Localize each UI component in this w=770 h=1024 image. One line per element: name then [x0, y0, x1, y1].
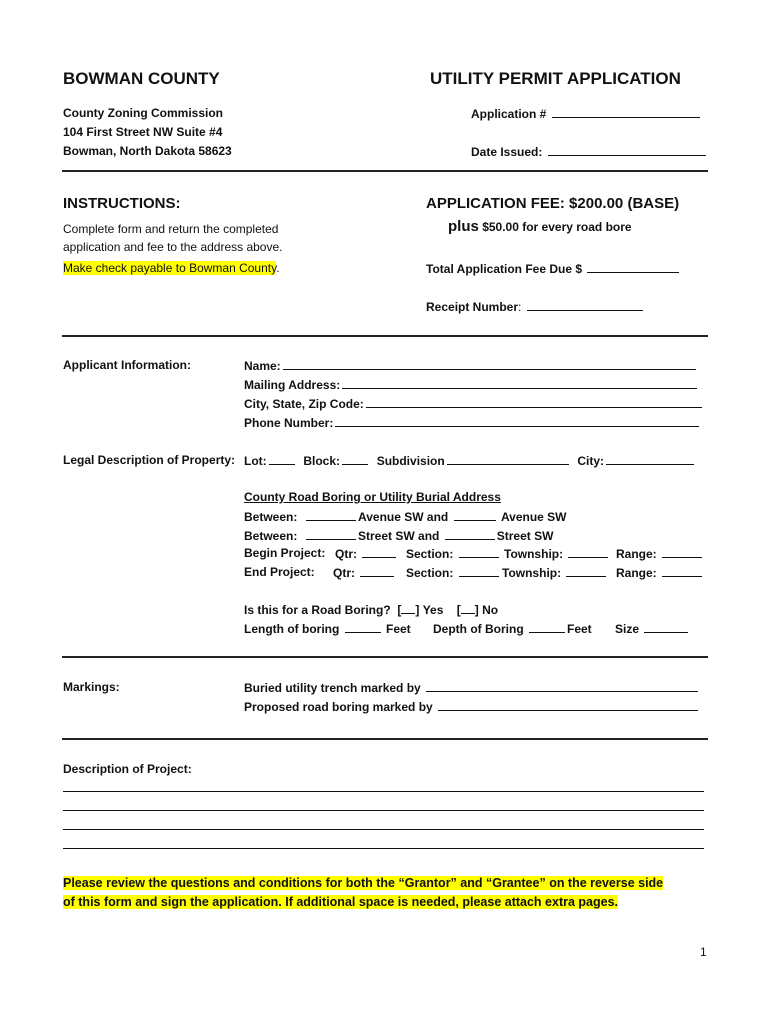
divider: [62, 170, 708, 172]
divider: [62, 656, 708, 658]
legal-city-blank[interactable]: [606, 452, 694, 465]
description-label: Description of Project:: [63, 762, 192, 776]
notice-text-2: of this form and sign the application. If additional space is needed, please attach extra pages.: [63, 895, 618, 909]
end-range-blank[interactable]: [662, 564, 702, 577]
description-line-3[interactable]: [63, 829, 704, 830]
instructions-period: .: [276, 261, 280, 275]
section-label: Section:: [406, 566, 454, 580]
range-label: Range:: [616, 566, 657, 580]
phone-label: Phone Number:: [244, 416, 334, 430]
bore-marked-field[interactable]: [244, 698, 700, 715]
application-number-blank[interactable]: [552, 105, 700, 118]
township-label: Township:: [502, 566, 562, 580]
between-avenue-row: [244, 508, 567, 525]
length-blank[interactable]: [345, 620, 381, 633]
avenue-and-label: Avenue SW and: [358, 510, 449, 524]
range-label: Range:: [616, 547, 657, 561]
legal-city-label: City:: [577, 454, 605, 468]
avenue-to-blank[interactable]: [454, 508, 496, 521]
instructions-line-1: Complete form and return the completed: [63, 222, 279, 236]
phone-field[interactable]: [244, 414, 701, 431]
mailing-address-blank[interactable]: [342, 376, 697, 389]
begin-qtr-blank[interactable]: [362, 545, 396, 558]
notice-line-1: [63, 875, 663, 892]
lot-label: Lot:: [244, 454, 267, 468]
subdivision-label: Subdivision: [376, 454, 445, 468]
feet-label: Feet: [567, 622, 592, 636]
depth-blank[interactable]: [529, 620, 565, 633]
org-name: County Zoning Commission: [63, 106, 223, 120]
length-label: Length of boring: [244, 622, 340, 636]
street-from-blank[interactable]: [306, 527, 356, 540]
between-street-row: [244, 527, 553, 544]
name-blank[interactable]: [283, 357, 696, 370]
street-to-blank[interactable]: [445, 527, 495, 540]
yes-label: Yes: [422, 603, 444, 617]
applicant-info-label: Applicant Information:: [63, 358, 191, 372]
boring-length-field[interactable]: [244, 620, 411, 637]
end-qtr-field[interactable]: [333, 564, 396, 581]
notice-text-1: Please review the questions and conditions for both the “Grantor” and “Grantee” on the reverse side: [63, 876, 664, 890]
no-checkbox[interactable]: [461, 601, 475, 614]
block-label: Block:: [303, 454, 341, 468]
phone-blank[interactable]: [335, 414, 699, 427]
begin-range-field[interactable]: [616, 545, 704, 562]
trench-marked-blank[interactable]: [426, 679, 698, 692]
end-range-field[interactable]: [616, 564, 704, 581]
end-section-blank[interactable]: [459, 564, 499, 577]
begin-section-blank[interactable]: [459, 545, 499, 558]
between-label: Between:: [244, 510, 298, 524]
receipt-colon: :: [518, 300, 522, 314]
date-issued-field[interactable]: [471, 143, 708, 160]
receipt-number-field[interactable]: [426, 298, 645, 315]
depth-label: Depth of Boring: [433, 622, 524, 636]
road-boring-question-label: Is this for a Road Boring?: [244, 603, 391, 617]
city-state-zip-label: City, State, Zip Code:: [244, 397, 364, 411]
township-label: Township:: [504, 547, 564, 561]
notice-line-2: [63, 894, 618, 911]
street-and-label: Street SW and: [358, 529, 440, 543]
description-line-2[interactable]: [63, 810, 704, 811]
avenue-from-blank[interactable]: [306, 508, 356, 521]
date-issued-blank[interactable]: [548, 143, 706, 156]
instructions-line-2: application and fee to the address above.: [63, 240, 283, 254]
trench-marked-field[interactable]: [244, 679, 700, 696]
page-number: 1: [700, 945, 707, 959]
total-fee-field[interactable]: [426, 260, 681, 277]
size-label: Size: [615, 622, 640, 636]
block-blank[interactable]: [342, 452, 368, 465]
begin-section-field[interactable]: [406, 545, 501, 562]
city-state-zip-blank[interactable]: [366, 395, 702, 408]
fee-bore-line: [448, 219, 632, 235]
end-section-field[interactable]: [406, 564, 501, 581]
total-fee-label: Total Application Fee Due $: [426, 262, 583, 276]
markings-label: Markings:: [63, 680, 120, 694]
bore-marked-label: Proposed road boring marked by: [244, 700, 433, 714]
address-line-2: Bowman, North Dakota 58623: [63, 144, 232, 158]
end-township-blank[interactable]: [566, 564, 606, 577]
subdivision-blank[interactable]: [447, 452, 569, 465]
bore-marked-blank[interactable]: [438, 698, 698, 711]
feet-label: Feet: [386, 622, 411, 636]
fee-bore-amount: $50.00 for every road bore: [482, 220, 632, 234]
section-label: Section:: [406, 547, 454, 561]
divider: [62, 335, 708, 337]
boring-depth-field[interactable]: [433, 620, 592, 637]
end-project-label: End Project:: [244, 565, 315, 579]
qtr-label: Qtr:: [333, 566, 355, 580]
city-state-zip-field[interactable]: [244, 395, 704, 412]
lot-blank[interactable]: [269, 452, 295, 465]
form-title: UTILITY PERMIT APPLICATION: [430, 69, 681, 88]
begin-range-blank[interactable]: [662, 545, 702, 558]
address-line-1: 104 First Street NW Suite #4: [63, 125, 223, 139]
application-number-label: Application #: [471, 107, 547, 121]
boring-address-heading: County Road Boring or Utility Burial Address: [244, 490, 501, 504]
no-label: No: [482, 603, 499, 617]
end-township-field[interactable]: [502, 564, 608, 581]
street-sw-label: Street SW: [496, 529, 554, 543]
between-label: Between:: [244, 529, 298, 543]
size-blank[interactable]: [644, 620, 688, 633]
legal-description-fields: [244, 452, 696, 469]
name-field[interactable]: [244, 357, 698, 374]
check-payable-highlight: Make check payable to Bowman County: [63, 261, 277, 275]
mailing-address-field[interactable]: [244, 376, 699, 393]
fee-plus: plus: [448, 218, 479, 235]
begin-project-label: Begin Project:: [244, 546, 326, 560]
begin-qtr-field[interactable]: [335, 545, 398, 562]
date-issued-label: Date Issued:: [471, 145, 543, 159]
name-label: Name:: [244, 359, 281, 373]
begin-township-blank[interactable]: [568, 545, 608, 558]
mailing-address-label: Mailing Address:: [244, 378, 341, 392]
description-line-1[interactable]: [63, 791, 704, 792]
total-fee-blank[interactable]: [587, 260, 679, 273]
fee-heading: APPLICATION FEE: $200.00 (BASE): [426, 195, 680, 212]
yes-checkbox[interactable]: [401, 601, 415, 614]
instructions-heading: INSTRUCTIONS:: [63, 195, 181, 212]
instructions-line-3: [63, 260, 280, 276]
application-number-field[interactable]: [471, 105, 702, 122]
boring-size-field[interactable]: [615, 620, 690, 637]
description-line-4[interactable]: [63, 848, 704, 849]
road-boring-question: Is this for a Road Boring? [ ] Yes [ ] No: [244, 603, 499, 617]
legal-description-label: Legal Description of Property:: [63, 453, 236, 467]
qtr-label: Qtr:: [335, 547, 357, 561]
receipt-number-blank[interactable]: [527, 298, 643, 311]
receipt-number-label: Receipt Number: [426, 300, 519, 314]
county-name: BOWMAN COUNTY: [63, 69, 220, 88]
trench-marked-label: Buried utility trench marked by: [244, 681, 421, 695]
begin-township-field[interactable]: [504, 545, 610, 562]
end-qtr-blank[interactable]: [360, 564, 394, 577]
avenue-sw-label: Avenue SW: [500, 510, 567, 524]
divider: [62, 738, 708, 740]
